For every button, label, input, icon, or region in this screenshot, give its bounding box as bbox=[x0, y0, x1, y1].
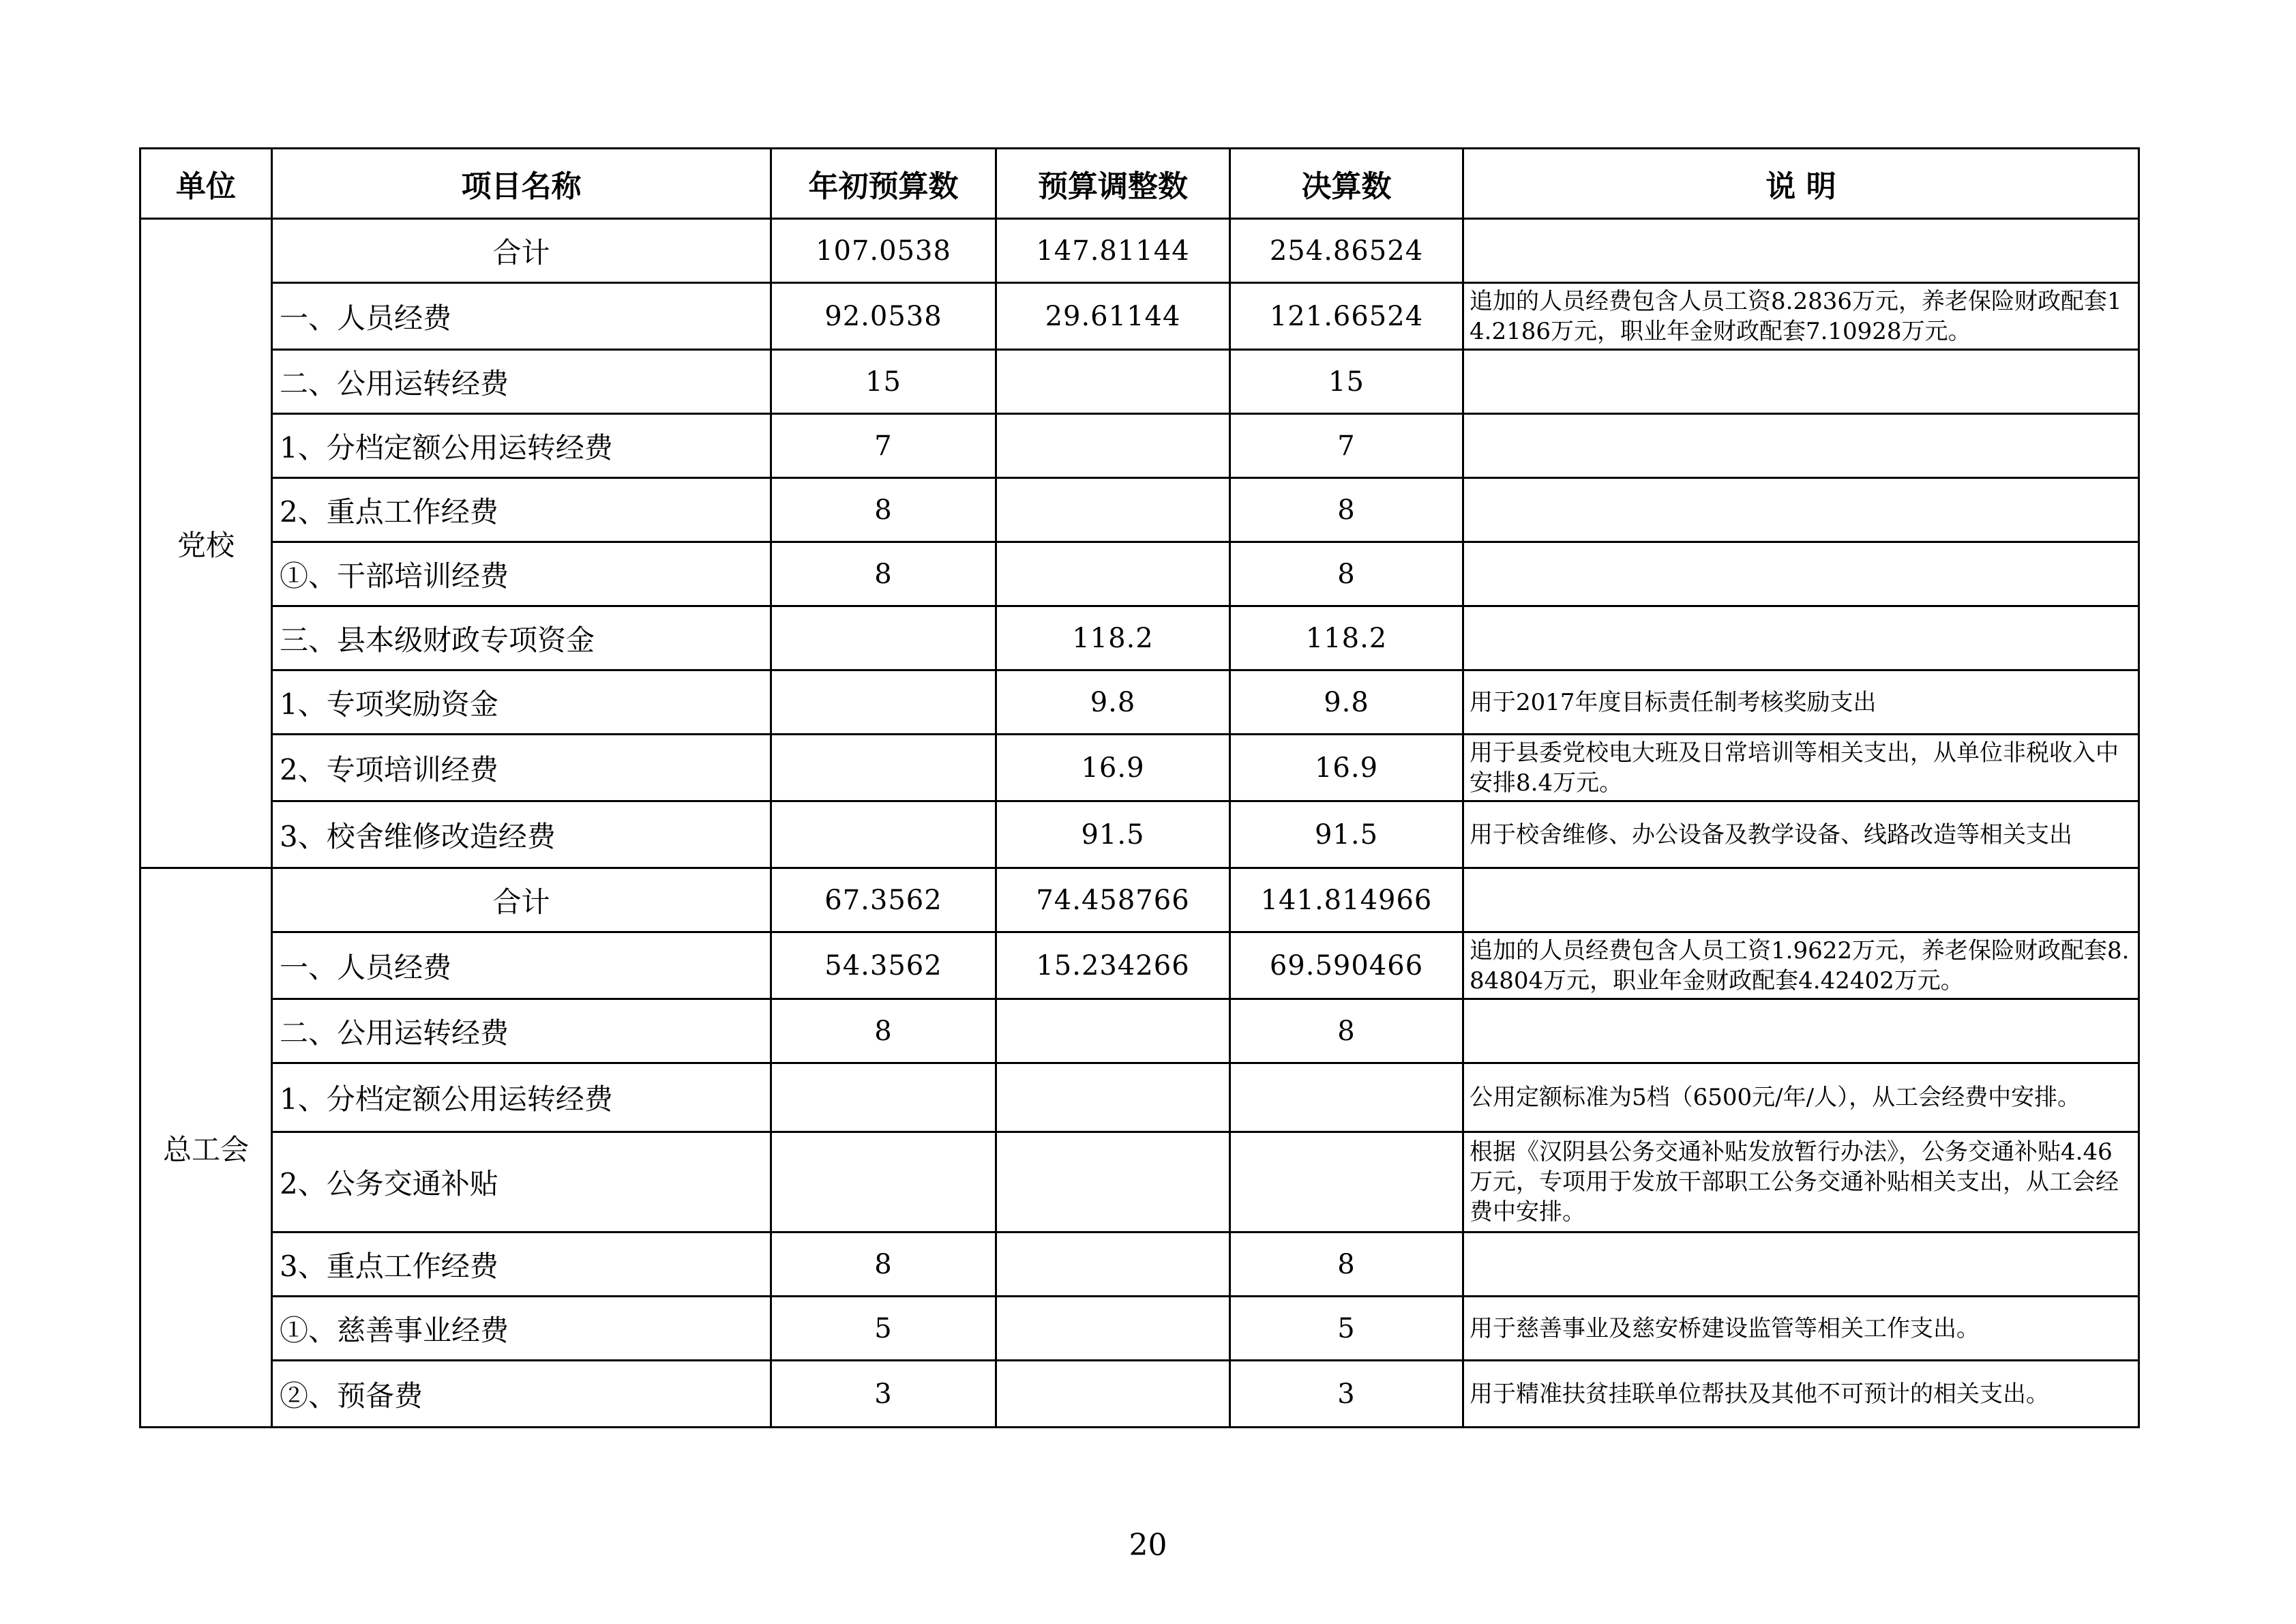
table-body bbox=[140, 219, 2139, 1428]
final-account-cell: 141.814966 bbox=[1230, 868, 1463, 932]
budget-adjustment-cell bbox=[996, 1063, 1230, 1132]
budget-adjustment-cell: 91.5 bbox=[996, 801, 1230, 868]
initial-budget-cell: 3 bbox=[771, 1361, 996, 1428]
table-row bbox=[140, 350, 2139, 414]
note-cell: 用于慈善事业及慈安桥建设监管等相关工作支出。 bbox=[1463, 1297, 2139, 1361]
table-row bbox=[140, 219, 2139, 283]
initial-budget-cell: 5 bbox=[771, 1297, 996, 1361]
item-name-cell: 合计 bbox=[272, 219, 771, 283]
item-name-cell: 1、分档定额公用运转经费 bbox=[272, 414, 771, 478]
final-account-cell: 7 bbox=[1230, 414, 1463, 478]
budget-adjustment-cell: 118.2 bbox=[996, 606, 1230, 670]
note-cell: 根据《汉阴县公务交通补贴发放暂行办法》，公务交通补贴4.46万元，专项用于发放干部职工公务交通补贴相关支出，从工会经费中安排。 bbox=[1463, 1132, 2139, 1232]
initial-budget-cell: 8 bbox=[771, 478, 996, 542]
budget-adjustment-cell bbox=[996, 414, 1230, 478]
item-name-cell: ①、慈善事业经费 bbox=[272, 1297, 771, 1361]
header-unit: 单位 bbox=[140, 149, 272, 219]
note-cell: 追加的人员经费包含人员工资1.9622万元，养老保险财政配套8.84804万元，职业年金财政配套4.42402万元。 bbox=[1463, 932, 2139, 999]
initial-budget-cell: 67.3562 bbox=[771, 868, 996, 932]
item-name-cell: 2、公务交通补贴 bbox=[272, 1132, 771, 1232]
final-account-cell: 8 bbox=[1230, 1232, 1463, 1297]
table-row bbox=[140, 1232, 2139, 1297]
budget-adjustment-cell bbox=[996, 350, 1230, 414]
final-account-cell: 5 bbox=[1230, 1297, 1463, 1361]
header-adjust: 预算调整数 bbox=[996, 149, 1230, 219]
item-name-cell: 3、校舍维修改造经费 bbox=[272, 801, 771, 868]
item-name-cell: 二、公用运转经费 bbox=[272, 350, 771, 414]
note-cell bbox=[1463, 350, 2139, 414]
budget-adjustment-cell bbox=[996, 478, 1230, 542]
item-name-cell: 一、人员经费 bbox=[272, 283, 771, 350]
header-final: 决算数 bbox=[1230, 149, 1463, 219]
table-row bbox=[140, 1361, 2139, 1428]
table-row bbox=[140, 1132, 2139, 1232]
final-account-cell: 16.9 bbox=[1230, 735, 1463, 801]
table-row bbox=[140, 1297, 2139, 1361]
table-row bbox=[140, 283, 2139, 350]
budget-table bbox=[139, 147, 2140, 1428]
final-account-cell: 8 bbox=[1230, 542, 1463, 606]
table-row bbox=[140, 542, 2139, 606]
table-row bbox=[140, 999, 2139, 1063]
item-name-cell: 三、县本级财政专项资金 bbox=[272, 606, 771, 670]
budget-adjustment-cell: 16.9 bbox=[996, 735, 1230, 801]
item-name-cell: 2、专项培训经费 bbox=[272, 735, 771, 801]
initial-budget-cell bbox=[771, 801, 996, 868]
table-row bbox=[140, 932, 2139, 999]
final-account-cell: 9.8 bbox=[1230, 670, 1463, 735]
initial-budget-cell: 107.0538 bbox=[771, 219, 996, 283]
note-cell bbox=[1463, 219, 2139, 283]
note-cell bbox=[1463, 478, 2139, 542]
budget-adjustment-cell: 147.81144 bbox=[996, 219, 1230, 283]
note-cell bbox=[1463, 542, 2139, 606]
note-cell: 用于2017年度目标责任制考核奖励支出 bbox=[1463, 670, 2139, 735]
initial-budget-cell bbox=[771, 1063, 996, 1132]
note-cell bbox=[1463, 606, 2139, 670]
table-row bbox=[140, 868, 2139, 932]
initial-budget-cell: 92.0538 bbox=[771, 283, 996, 350]
final-account-cell: 69.590466 bbox=[1230, 932, 1463, 999]
budget-adjustment-cell: 9.8 bbox=[996, 670, 1230, 735]
item-name-cell: 1、分档定额公用运转经费 bbox=[272, 1063, 771, 1132]
budget-adjustment-cell bbox=[996, 1361, 1230, 1428]
final-account-cell bbox=[1230, 1132, 1463, 1232]
item-name-cell: 一、人员经费 bbox=[272, 932, 771, 999]
initial-budget-cell bbox=[771, 1132, 996, 1232]
final-account-cell: 15 bbox=[1230, 350, 1463, 414]
note-cell: 用于校舍维修、办公设备及教学设备、线路改造等相关支出 bbox=[1463, 801, 2139, 868]
table-row bbox=[140, 801, 2139, 868]
budget-adjustment-cell: 29.61144 bbox=[996, 283, 1230, 350]
note-cell bbox=[1463, 1232, 2139, 1297]
item-name-cell: 1、专项奖励资金 bbox=[272, 670, 771, 735]
note-cell bbox=[1463, 999, 2139, 1063]
note-cell: 追加的人员经费包含人员工资8.2836万元，养老保险财政配套14.2186万元，职业年金财政配套7.10928万元。 bbox=[1463, 283, 2139, 350]
initial-budget-cell bbox=[771, 606, 996, 670]
note-cell bbox=[1463, 868, 2139, 932]
table-row bbox=[140, 735, 2139, 801]
initial-budget-cell: 54.3562 bbox=[771, 932, 996, 999]
final-account-cell: 254.86524 bbox=[1230, 219, 1463, 283]
header-name: 项目名称 bbox=[272, 149, 771, 219]
budget-adjustment-cell bbox=[996, 542, 1230, 606]
final-account-cell: 8 bbox=[1230, 999, 1463, 1063]
initial-budget-cell bbox=[771, 670, 996, 735]
budget-adjustment-cell bbox=[996, 1132, 1230, 1232]
header-note: 说 明 bbox=[1463, 149, 2139, 219]
table-row bbox=[140, 1063, 2139, 1132]
header-initial: 年初预算数 bbox=[771, 149, 996, 219]
note-cell: 用于县委党校电大班及日常培训等相关支出，从单位非税收入中安排8.4万元。 bbox=[1463, 735, 2139, 801]
budget-adjustment-cell bbox=[996, 1297, 1230, 1361]
initial-budget-cell: 15 bbox=[771, 350, 996, 414]
budget-adjustment-cell bbox=[996, 999, 1230, 1063]
final-account-cell: 118.2 bbox=[1230, 606, 1463, 670]
note-cell: 用于精准扶贫挂联单位帮扶及其他不可预计的相关支出。 bbox=[1463, 1361, 2139, 1428]
final-account-cell: 121.66524 bbox=[1230, 283, 1463, 350]
final-account-cell bbox=[1230, 1063, 1463, 1132]
page-number: 20 bbox=[1129, 1528, 1167, 1563]
item-name-cell: 2、重点工作经费 bbox=[272, 478, 771, 542]
final-account-cell: 91.5 bbox=[1230, 801, 1463, 868]
table-row bbox=[140, 670, 2139, 735]
table-row bbox=[140, 606, 2139, 670]
initial-budget-cell bbox=[771, 735, 996, 801]
budget-adjustment-cell: 74.458766 bbox=[996, 868, 1230, 932]
unit-cell: 党校 bbox=[140, 219, 272, 868]
budget-adjustment-cell: 15.234266 bbox=[996, 932, 1230, 999]
unit-cell: 总工会 bbox=[140, 868, 272, 1428]
initial-budget-cell: 8 bbox=[771, 999, 996, 1063]
table-row bbox=[140, 478, 2139, 542]
initial-budget-cell: 7 bbox=[771, 414, 996, 478]
item-name-cell: 3、重点工作经费 bbox=[272, 1232, 771, 1297]
note-cell: 公用定额标准为5档（6500元/年/人），从工会经费中安排。 bbox=[1463, 1063, 2139, 1132]
item-name-cell: ①、干部培训经费 bbox=[272, 542, 771, 606]
note-cell bbox=[1463, 414, 2139, 478]
initial-budget-cell: 8 bbox=[771, 542, 996, 606]
item-name-cell: 合计 bbox=[272, 868, 771, 932]
table-row bbox=[140, 414, 2139, 478]
header-row bbox=[140, 149, 2139, 219]
initial-budget-cell: 8 bbox=[771, 1232, 996, 1297]
budget-adjustment-cell bbox=[996, 1232, 1230, 1297]
item-name-cell: 二、公用运转经费 bbox=[272, 999, 771, 1063]
final-account-cell: 8 bbox=[1230, 478, 1463, 542]
final-account-cell: 3 bbox=[1230, 1361, 1463, 1428]
item-name-cell: ②、预备费 bbox=[272, 1361, 771, 1428]
